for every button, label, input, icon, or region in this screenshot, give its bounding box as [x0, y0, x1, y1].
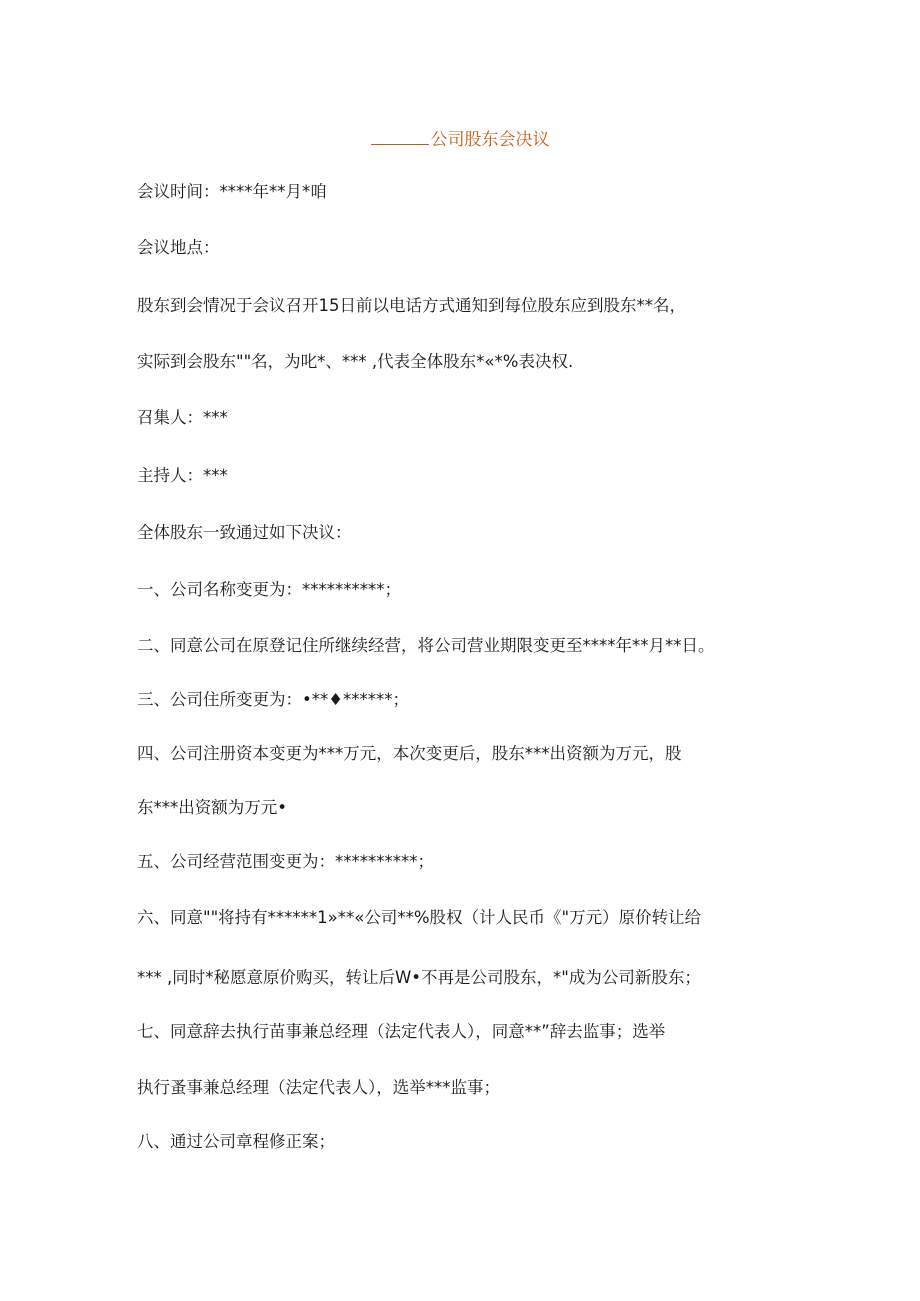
document-title	[0, 126, 920, 152]
resolution-item-7-line-2: 执行蚤事兼总经理（法定代表人），选举***监事；	[137, 1078, 500, 1097]
meeting-time: 会议时间：****年**月*咱	[137, 182, 327, 201]
title-text: 公司股东会决议	[430, 130, 550, 150]
resolution-item-8: 八、通过公司章程修正案；	[137, 1132, 335, 1151]
attendance-line-2: 实际到会股东""名，为叱*、*** ,代表全体股东*«*%表决权.	[137, 352, 574, 371]
meeting-location: 会议地点：	[137, 238, 220, 257]
resolution-item-2: 二、同意公司在原登记住所继续经营，将公司营业期限变更至****年**月**日。	[137, 636, 715, 655]
resolution-item-4-line-1: 四、公司注册资本变更为***万元，本次变更后，股东***出资额为万元，股	[137, 744, 682, 763]
resolution-item-6-line-2: *** ,同时*秘愿意原价购买，转让后W•不再是公司股东，*"成为公司新股东；	[137, 968, 701, 987]
convener: 召集人：***	[137, 408, 228, 427]
resolution-item-6-line-1: 六、同意""将持有******1»**«公司**%股权（计人民币《"万元）原价转让给	[137, 908, 702, 927]
resolution-item-4-line-2: 东***出资额为万元•	[137, 798, 287, 817]
resolution-item-5: 五、公司经营范围变更为：**********；	[137, 852, 434, 871]
host: 主持人：***	[137, 466, 228, 485]
attendance-line-1: 股东到会情况于会议召开15日前以电话方式通知到每位股东应到股东**名，	[137, 296, 686, 315]
resolution-item-3: 三、公司住所变更为：•**♦******；	[137, 690, 410, 709]
resolution-item-7-line-1: 七、同意辞去执行苗事兼总经理（法定代表人），同意**”辞去监事；选举	[137, 1022, 666, 1041]
resolution-item-1: 一、公司名称变更为：**********；	[137, 580, 401, 599]
title-blank-underline	[371, 126, 429, 145]
resolution-intro: 全体股东一致通过如下决议：	[137, 523, 352, 542]
